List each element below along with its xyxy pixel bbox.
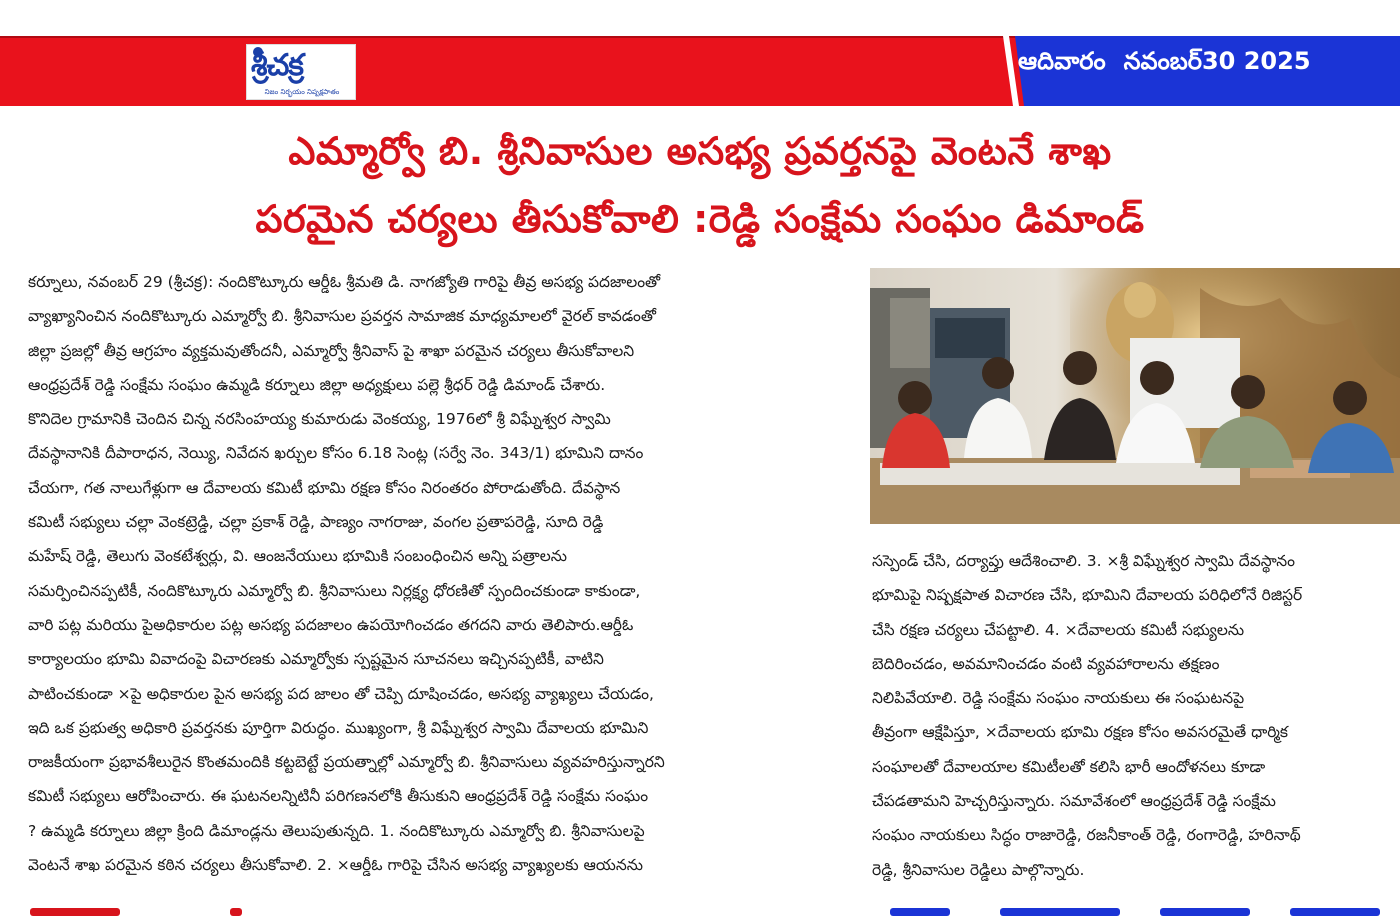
headline-line-1: ఎమ్మార్వో బి. శ్రీనివాసుల అసభ్య ప్రవర్తనపై వెంటనే శాఖ	[288, 129, 1112, 173]
group-photo[interactable]	[870, 268, 1400, 524]
left-column-line: వెంటనే శాఖ పరమైన కఠిన చర్యలు తీసుకోవాలి. 2. ×ఆర్డీఓ గారిపై చేసిన అసభ్య వ్యాఖ్యలకు ఆయనను	[28, 856, 643, 875]
left-column-line: సమర్పించినప్పటికీ, నందికొట్కూరు ఎమ్మార్వో బి. శ్రీనివాసులు నిర్లక్ష్య ధోరణితో స్పందించకుండా కాకుండా,	[28, 581, 641, 600]
left-column-line: కమిటీ సభ్యులు ఆరోపించారు. ఈ ఘటనలన్నిటినీ పరిగణనలోకి తీసుకుని ఆంధ్రప్రదేశ్ రెడ్డి సంక్షేమ సంఘం	[28, 787, 649, 806]
left-column-line: పాటించకుండా ×పై అధికారుల పైన అసభ్య పద జాలం తో చెప్పి దూషించడం, అసభ్య వ్యాఖ్యలు చేయడం,	[28, 684, 654, 703]
left-column-line: ఇది ఒక ప్రభుత్వ అధికారి ప్రవర్తనకు పూర్తిగా విరుద్ధం. ముఖ్యంగా, శ్రీ విఘ్నేశ్వర స్వామి దేవాలయ భూమిని	[28, 718, 649, 737]
right-column-line: రెడ్డి, శ్రీనివాసుల రెడ్డిలు పాల్గొన్నారు.	[872, 860, 1085, 879]
right-column-line: సస్పెండ్ చేసి, దర్యాప్తు ఆదేశించాలి. 3. ×శ్రీ విఘ్నేశ్వర స్వామి దేవస్థానం	[872, 552, 1295, 570]
left-column-line: వ్యాఖ్యానించిన నందికొట్కూరు ఎమ్మార్వో బి. శ్రీనివాసుల ప్రవర్తన సామాజిక మాధ్యమాలలో వైరల్ కావడంతో	[28, 307, 656, 326]
article-right-column	[872, 544, 1400, 887]
left-column-line: కమిటీ సభ్యులు చల్లా వెంకట్రెడ్డి, చల్లా ప్రకాశ్ రెడ్డి, పాణ్యం నాగరాజు, వంగల ప్రతాపరెడ్డి, సూది రెడ్డి	[28, 513, 604, 532]
left-column-line: ? ఉమ్మడి కర్నూలు జిల్లా క్రింది డిమాండ్లను తెలుపుతున్నది. 1. నందికొట్కూరు ఎమ్మార్వో బి. శ్రీనివాసులపై	[28, 821, 645, 840]
right-column-line: బెదిరించడం, అవమానించడం వంటి వ్యవహారాలను తక్షణం	[872, 654, 1220, 673]
edition-date	[1018, 44, 1388, 78]
headline-line-2: పరమైన చర్యలు తీసుకోవాలి :రెడ్డి సంక్షేమ సంఘం డిమాండ్	[255, 197, 1145, 241]
left-column-line: దేవస్థానానికి దీపారాధన, నెయ్యి, నివేదన ఖర్చుల కోసం 6.18 సెంట్ల (సర్వే నెం. 343/1) భూమిని దానం	[28, 444, 644, 463]
right-column-line: చేసి రక్షణ చర్యలు చేపట్టాలి. 4. ×దేవాలయ కమిటీ సభ్యులను	[872, 620, 1245, 639]
right-column-line: భూమిపై నిష్పక్షపాత విచారణ చేసి, భూమిని దేవాలయ పరిధిలోనే రిజిస్టర్	[872, 586, 1303, 605]
newspaper-logo[interactable]	[246, 44, 356, 100]
group-photo-icon	[870, 268, 1400, 524]
right-column-line: సంఘాలతో దేవాలయాల కమిటీలతో కలిసి భారీ ఆందోళనలు కూడా	[872, 757, 1266, 776]
left-column-line: కార్యాలయం భూమి వివాదంపై విచారణకు ఎమ్మార్వోకు స్పష్టమైన సూచనలు ఇచ్చినప్పటికీ, వాటిని	[28, 650, 604, 669]
left-column-line: కొనిదెల గ్రామానికి చెందిన చిన్న నరసింహయ్య కుమారుడు వెంకయ్య, 1976లో శ్రీ విఘ్నేశ్వర స్వామి	[28, 410, 611, 429]
right-column-line: తీవ్రంగా ఆక్షేపిస్తూ, ×దేవాలయ భూమి రక్షణ కోసం అవసరమైతే ధార్మిక	[872, 723, 1288, 742]
right-column-line: సంఘం నాయకులు సిద్ధం రాజారెడ్డి, రజనీకాంత్ రెడ్డి, రంగారెడ్డి, హరినాథ్	[872, 826, 1301, 845]
next-article-cutoff	[0, 906, 1400, 916]
right-column-line: చేపడతామని హెచ్చరిస్తున్నారు. సమావేశంలో ఆంధ్రప్రదేశ్ రెడ్డి సంక్షేమ	[872, 792, 1276, 811]
logo-text: శ్రీచక్ర	[251, 48, 303, 83]
left-column-line: జిల్లా ప్రజల్లో తీవ్ర ఆగ్రహం వ్యక్తమవుతోందనీ, ఎమ్మార్వో శ్రీనివాస్ పై శాఖా పరమైన చర్యలు తీసుకోవాలని	[28, 341, 635, 360]
left-column-line: చేయగా, గత నాలుగేళ్లుగా ఆ దేవాలయ కమిటీ భూమి రక్షణ కోసం నిరంతరం పోరాడుతోంది. దేవస్థాన	[28, 478, 621, 497]
left-column-line: కర్నూలు, నవంబర్ 29 (శ్రీచక్ర): నందికొట్కూరు ఆర్డీఓ శ్రీమతి డి. నాగజ్యోతి గారిపై తీవ్ర అసభ్య పదజాలంతో	[28, 273, 661, 291]
right-column-line: నిలిపివేయాలి. రెడ్డి సంక్షేమ సంఘం నాయకులు ఈ సంఘటనపై	[872, 689, 1245, 708]
edition-day: ఆదివారం	[1018, 47, 1106, 75]
left-column-line: వారి పట్ల మరియు పైఅధికారుల పట్ల అసభ్య పదజాలం ఉపయోగించడం తగదని వారు తెలిపారు.ఆర్డీఓ	[28, 615, 634, 634]
logo-tagline: నిజం నిర్భయం నిష్పక్షపాతం	[264, 88, 340, 96]
article-left-column	[28, 265, 846, 882]
left-column-line: రాజకీయంగా ప్రభావశీలురైన కొంతమందికి కట్టబెట్టే ప్రయత్నాల్లో ఎమ్మార్వో బి. శ్రీనివాసులు వ్యవహరిస్తున్నారని	[28, 753, 665, 772]
edition-date-value: నవంబర్30 2025	[1123, 47, 1311, 75]
left-column-line: మహేష్ రెడ్డి, తెలుగు వెంకటేశ్వర్లు, వి. ఆంజనేయులు భూమికి సంబంధించిన అన్ని పత్రాలను	[28, 547, 567, 566]
left-column-line: ఆంధ్రప్రదేశ్ రెడ్డి సంక్షేమ సంఘం ఉమ్మడి కర్నూలు జిల్లా అధ్యక్షులు పల్లె శ్రీధర్ రెడ్డి డిమాండ్ చేశారు.	[28, 375, 606, 394]
